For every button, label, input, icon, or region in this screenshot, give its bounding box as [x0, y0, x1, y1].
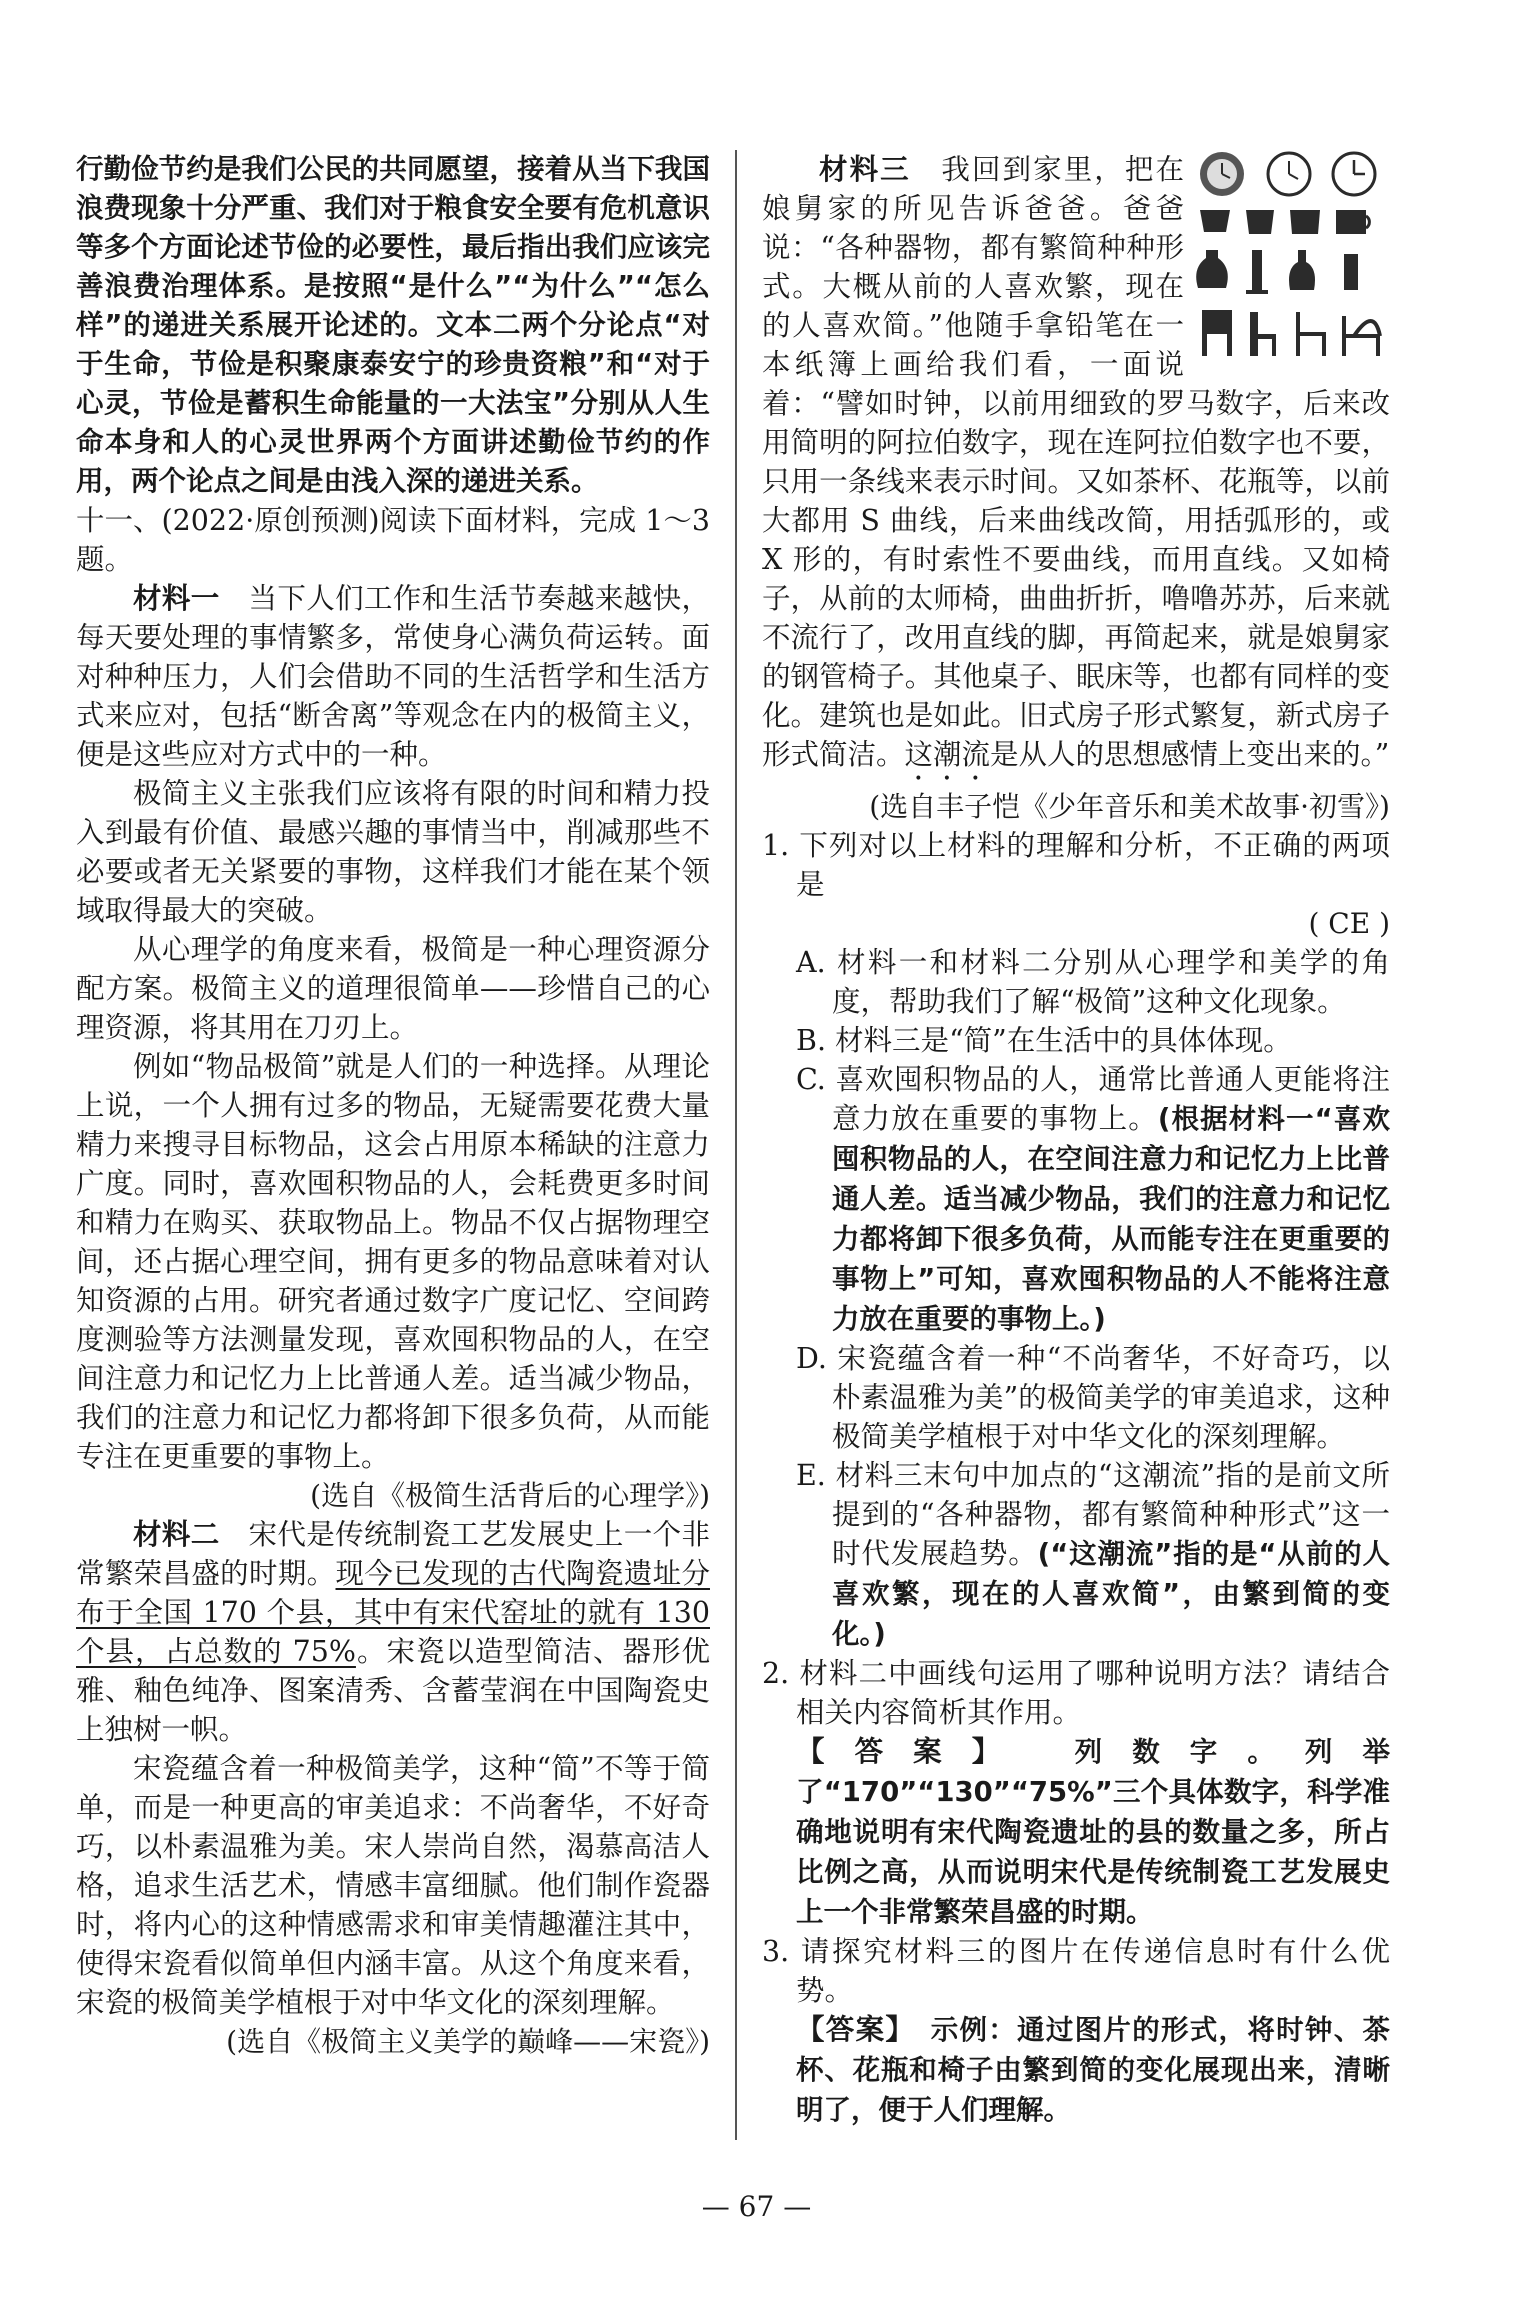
- underlined-sentence: 现今已发现的古代陶瓷遗址分布于全国 170 个县，其中有宋代窑址的就有 130 个县，占总数的 75%: [76, 1557, 710, 1668]
- option-e-explanation: (“这潮流”指的是“从前的人喜欢繁，现在的人喜欢简”，由繁到简的变化。): [832, 1538, 1390, 1650]
- material-3-source: (选自丰子恺《少年音乐和美术故事·初雪》): [869, 790, 1390, 823]
- material-2-paragraph-2: 宋瓷蕴含着一种极简美学，这种“简”不等于简单，而是一种更高的审美追求：不尚奢华，不好奇巧，以朴素温雅为美。宋人崇尚自然，渴慕高洁人格，追求生活艺术，情感丰富细腻。他们制作瓷器时，将内心的这种情感需求和审美情趣灌注其中，使得宋瓷看似简单但内涵丰富。从这个角度来看，宋瓷的极简美学植根于对中华文化的深刻理解。: [76, 1752, 710, 2019]
- page-number: — 67 —: [701, 2190, 812, 2223]
- material-1-label: 材料一: [133, 582, 220, 615]
- answer-label: 【答案】: [796, 1735, 1017, 1768]
- question-1-option-e: E. 材料三末句中加点的“这潮流”指的是前文所提到的“各种器物，都有繁简种种形式”这一时代发展趋势。(“这潮流”指的是“从前的人喜欢繁，现在的人喜欢简”，由繁到简的变化。): [796, 1459, 1390, 1650]
- column-divider: [735, 150, 737, 2140]
- material-1-paragraph-2: 极简主义主张我们应该将有限的时间和精力投入到最有价值、最感兴趣的事情当中，削减那些不必要或者无关紧要的事物，这样我们才能在某个领域取得最大的突破。: [76, 777, 710, 927]
- material-1-paragraph-4: 例如“物品极简”就是人们的一种选择。从理论上说，一个人拥有过多的物品，无疑需要花费大量精力来搜寻目标物品，这会占用原本稀缺的注意力广度。同时，喜欢囤积物品的人，会耗费更多时间和精力在购买、获取物品上。物品不仅占据物理空间，还占据心理空间，拥有更多的物品意味着对认知资源的占用。研究者通过数字广度记忆、空间跨度测验等方法测量发现，喜欢囤积物品的人，在空间注意力和记忆力上比普通人差。适当减少物品，我们的注意力和记忆力都将卸下很多负荷，从而能专注在更重要的事物上。: [76, 1050, 710, 1473]
- question-1-answer: ( CE ): [1308, 907, 1390, 940]
- chairs-row-icon: [1202, 310, 1380, 356]
- right-column: [762, 150, 1390, 2130]
- cups-row-icon: [1200, 210, 1369, 234]
- material-3-label: 材料三: [819, 153, 911, 186]
- question-3-stem: 3. 请探究材料三的图片在传递信息时有什么优势。: [762, 1935, 1390, 2007]
- question-2-answer: 【答案】 列数字。列举了“170”“130”“75%”三个具体数字，科学准确地说明有宋代陶瓷遗址的县的数量之多，所占比例之高，从而说明宋代是传统制瓷工艺发展史上一个非常繁荣昌盛的时期。: [796, 1735, 1390, 1928]
- question-1-option-b: B. 材料三是“简”在生活中的具体体现。: [796, 1024, 1292, 1057]
- section-heading: 十一、(2022·原创预测)阅读下面材料，完成 1～3 题。: [76, 504, 710, 576]
- vases-row-icon: [1196, 250, 1358, 294]
- material-1-paragraph-3: 从心理学的角度来看，极简是一种心理资源分配方案。极简主义的道理很简单——珍惜自己的心理资源，将其用在刀刃上。: [76, 933, 710, 1044]
- question-1-option-d: D. 宋瓷蕴含着一种“不尚奢华，不好奇巧，以朴素温雅为美”的极简美学的审美追求，这种极简美学植根于对中华文化的深刻理解。: [796, 1342, 1390, 1453]
- material-1-paragraph-1: 材料一 当下人们工作和生活节奏越来越快，每天要处理的事情繁多，常使身心满负荷运转。面对种种压力，人们会借助不同的生活哲学和生活方式来应对，包括“断舍离”等观念在内的极简主义，便是这些应对方式中的一种。: [76, 582, 710, 771]
- option-c-explanation: (根据材料一“喜欢囤积物品的人，在空间注意力和记忆力上比普通人差。适当减少物品，我们的注意力和记忆力都将卸下很多负荷，从而能专注在更重要的事物上”可知，喜欢囤积物品的人不能将注意力放在重要的事物上。): [832, 1103, 1390, 1335]
- previous-answer-text: 行勤俭节约是我们公民的共同愿望，接着从当下我国浪费现象十分严重、我们对于粮食安全要有危机意识等多个方面论述节俭的必要性，最后指出我们应该完善浪费治理体系。是按照“是什么”“为什么”“怎么样”的递进关系展开论述的。文本二两个分论点“对于生命，节俭是积聚康泰安宁的珍贵资粮”和“对于心灵，节俭是蓄积生命能量的一大法宝”分别从人生命本身和人的心灵世界两个方面讲述勤俭节约的作用，两个论点之间是由浅入深的递进关系。: [76, 153, 710, 497]
- clock-cup-vase-chair-illustration: [1194, 150, 1390, 360]
- question-3-answer: 【答案】 示例：通过图片的形式，将时钟、茶杯、花瓶和椅子由繁到简的变化展现出来，清晰明了，便于人们理解。: [796, 2013, 1390, 2126]
- answer-label: 【答案】: [796, 2013, 901, 2046]
- question-2-stem: 2. 材料二中画线句运用了哪种说明方法？请结合相关内容简析其作用。: [762, 1657, 1390, 1729]
- material-2-paragraph-1: 材料二 宋代是传统制瓷工艺发展史上一个非常繁荣昌盛的时期。现今已发现的古代陶瓷遗址分布于全国 170 个县，其中有宋代窑址的就有 130 个县，占总数的 75%。宋瓷以造型简洁、器形优雅、釉色纯净、图案清秀、含蓄莹润在中国陶瓷史上独树一帜。: [76, 1518, 710, 1746]
- left-column: [76, 150, 710, 2061]
- question-1-stem: 1. 下列对以上材料的理解和分析，不正确的两项是: [762, 829, 1390, 901]
- question-1-option-c: C. 喜欢囤积物品的人，通常比普通人更能将注意力放在重要的事物上。(根据材料一“喜欢囤积物品的人，在空间注意力和记忆力上比普通人差。适当减少物品，我们的注意力和记忆力都将卸下很多负荷，从而能专注在更重要的事物上”可知，喜欢囤积物品的人不能将注意力放在重要的事物上。): [796, 1063, 1390, 1335]
- emphasized-phrase: 这潮流: [904, 738, 991, 771]
- material-1-source: (选自《极简生活背后的心理学》): [310, 1479, 710, 1512]
- material-2-source: (选自《极简主义美学的巅峰——宋瓷》): [226, 2025, 710, 2058]
- material-3-paragraph: 材料三 我回到家里，把在娘舅家的所见告诉爸爸。爸爸说：“各种器物，都有繁简种种形式。大概从前的人喜欢繁，现在的人喜欢简。”他随手拿铅笔在一本纸簿上画给我们看，一面说着：“譬如时钟，以前用细致的罗马数字，后来改用简明的阿拉伯数字，现在连阿拉伯数字也不要，只用一条线来表示时间。又如茶杯、花瓶等，以前大都用 S 曲线，后来曲线改简，用括弧形的，或 X 形的，有时索性不要曲线，而用直线。又如椅子，从前的太师椅，曲曲折折，噜噜苏苏，后来就不流行了，改用直线的脚，再简起来，就是娘舅家的钢管椅子。其他桌子、眠床等，也都有同样的变化。建筑也是如此。旧式房子形式繁复，新式房子形式简洁。这潮流是从人的思想感情上变出来的。”: [762, 153, 1390, 771]
- material-2-label: 材料二: [133, 1518, 220, 1551]
- question-1-option-a: A. 材料一和材料二分别从心理学和美学的角度，帮助我们了解“极简”这种文化现象。: [796, 946, 1390, 1018]
